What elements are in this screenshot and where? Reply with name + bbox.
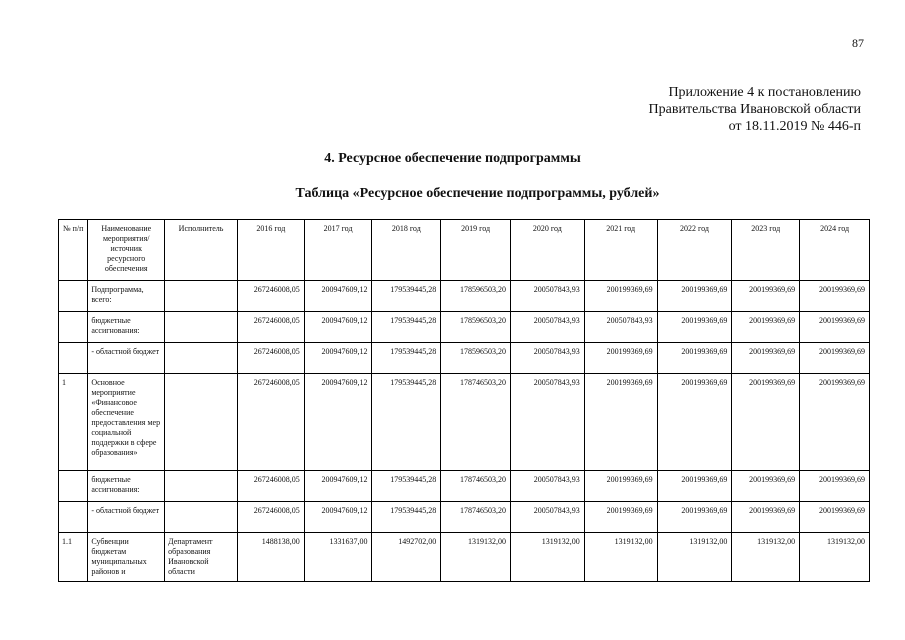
table-cell: 267246008,05 bbox=[237, 312, 304, 343]
table-cell bbox=[59, 312, 88, 343]
table-cell: 1319132,00 bbox=[732, 533, 800, 582]
table-cell: Подпрограмма, всего: bbox=[88, 281, 165, 312]
table-cell: 179539445,28 bbox=[372, 312, 441, 343]
appendix-line-1: Приложение 4 к постановлению bbox=[668, 85, 861, 100]
table-cell: 200199369,69 bbox=[584, 374, 657, 471]
table-cell: 200947609,12 bbox=[304, 502, 372, 533]
table-cell: бюджетные ассигнования: bbox=[88, 471, 165, 502]
header-cell: 2021 год bbox=[584, 220, 657, 281]
table-cell: 200199369,69 bbox=[657, 312, 732, 343]
appendix-reference bbox=[649, 84, 861, 135]
resource-table bbox=[58, 219, 870, 582]
table-cell: 178746503,20 bbox=[441, 471, 511, 502]
table-cell: 200199369,69 bbox=[732, 312, 800, 343]
table-cell: 200199369,69 bbox=[584, 502, 657, 533]
table-cell: 200199369,69 bbox=[800, 374, 870, 471]
table-cell bbox=[165, 312, 238, 343]
table-cell: 200199369,69 bbox=[800, 343, 870, 374]
table-cell: 200199369,69 bbox=[657, 281, 732, 312]
table-cell: 200199369,69 bbox=[732, 343, 800, 374]
table-cell bbox=[165, 502, 238, 533]
table-cell: 200947609,12 bbox=[304, 312, 372, 343]
table-cell bbox=[59, 281, 88, 312]
appendix-line-3: от 18.11.2019 № 446-п bbox=[728, 119, 861, 134]
table-cell: 1488138,00 bbox=[237, 533, 304, 582]
table-cell: 267246008,05 bbox=[237, 281, 304, 312]
table-cell: 1 bbox=[59, 374, 88, 471]
table-cell: 200199369,69 bbox=[657, 502, 732, 533]
table-cell: 200199369,69 bbox=[584, 281, 657, 312]
table-cell: 267246008,05 bbox=[237, 374, 304, 471]
table-cell: 200199369,69 bbox=[800, 471, 870, 502]
table-cell: - областной бюджет bbox=[88, 343, 165, 374]
header-cell: 2022 год bbox=[657, 220, 732, 281]
table-cell: бюджетные ассигнования: bbox=[88, 312, 165, 343]
section-title: 4. Ресурсное обеспечение подпрограммы bbox=[324, 151, 581, 166]
table-cell: 1331637,00 bbox=[304, 533, 372, 582]
table-cell: 267246008,05 bbox=[237, 343, 304, 374]
table-cell: 1319132,00 bbox=[657, 533, 732, 582]
header-cell: 2024 год bbox=[800, 220, 870, 281]
table-cell: 1319132,00 bbox=[584, 533, 657, 582]
table-cell: 178596503,20 bbox=[441, 343, 511, 374]
table-cell: 200199369,69 bbox=[732, 471, 800, 502]
table-cell bbox=[165, 281, 238, 312]
table-cell: 200507843,93 bbox=[510, 374, 584, 471]
table-cell: 200507843,93 bbox=[510, 312, 584, 343]
table-cell bbox=[59, 343, 88, 374]
table-cell: 1319132,00 bbox=[441, 533, 511, 582]
table-cell: 200199369,69 bbox=[584, 343, 657, 374]
table-cell: 200199369,69 bbox=[800, 281, 870, 312]
table-cell: Основное мероприятие «Финансовое обеспечение предоставления мер социальной поддержки в сфере образования» bbox=[88, 374, 165, 471]
header-cell: 2019 год bbox=[441, 220, 511, 281]
table-cell: 200507843,93 bbox=[510, 281, 584, 312]
appendix-line-2: Правительства Ивановской области bbox=[648, 102, 861, 117]
table-cell: - областной бюджет bbox=[88, 502, 165, 533]
table-cell: 200199369,69 bbox=[657, 343, 732, 374]
table-cell: 200947609,12 bbox=[304, 374, 372, 471]
table-cell: 1319132,00 bbox=[510, 533, 584, 582]
table-cell: 200199369,69 bbox=[800, 312, 870, 343]
table-cell: 200507843,93 bbox=[584, 312, 657, 343]
header-cell: 2018 год bbox=[372, 220, 441, 281]
table-row bbox=[59, 533, 870, 582]
table-cell: 1.1 bbox=[59, 533, 88, 582]
table-cell: Департамент образования Ивановской области bbox=[165, 533, 238, 582]
table-cell: 179539445,28 bbox=[372, 471, 441, 502]
table-cell: 200199369,69 bbox=[800, 502, 870, 533]
table-cell: 179539445,28 bbox=[372, 502, 441, 533]
table-cell: 200947609,12 bbox=[304, 281, 372, 312]
table-cell bbox=[59, 471, 88, 502]
table-cell: 267246008,05 bbox=[237, 471, 304, 502]
table-row bbox=[59, 281, 870, 312]
header-cell: Исполнитель bbox=[165, 220, 238, 281]
table-cell: 200507843,93 bbox=[510, 343, 584, 374]
table-row bbox=[59, 312, 870, 343]
table-cell: 200199369,69 bbox=[732, 502, 800, 533]
table-cell: 1492702,00 bbox=[372, 533, 441, 582]
table-cell: 200199369,69 bbox=[732, 374, 800, 471]
table-row bbox=[59, 471, 870, 502]
table-cell: 179539445,28 bbox=[372, 281, 441, 312]
page-number: 87 bbox=[852, 36, 864, 50]
table-cell: 178596503,20 bbox=[441, 281, 511, 312]
header-cell: 2023 год bbox=[732, 220, 800, 281]
table-cell: 1319132,00 bbox=[800, 533, 870, 582]
table-cell bbox=[165, 374, 238, 471]
table-cell: 200199369,69 bbox=[732, 281, 800, 312]
table-cell bbox=[59, 502, 88, 533]
table-cell: 178746503,20 bbox=[441, 374, 511, 471]
table-cell: 179539445,28 bbox=[372, 374, 441, 471]
table-cell: 267246008,05 bbox=[237, 502, 304, 533]
table-cell: 179539445,28 bbox=[372, 343, 441, 374]
table-row bbox=[59, 343, 870, 374]
table-cell: Субвенции бюджетам муниципальных районов и bbox=[88, 533, 165, 582]
table-row bbox=[59, 502, 870, 533]
table-row bbox=[59, 374, 870, 471]
table-cell: 200199369,69 bbox=[657, 471, 732, 502]
table-cell: 200199369,69 bbox=[657, 374, 732, 471]
header-cell: 2017 год bbox=[304, 220, 372, 281]
header-cell: 2020 год bbox=[510, 220, 584, 281]
table-cell: 200947609,12 bbox=[304, 471, 372, 502]
table-cell: 200507843,93 bbox=[510, 471, 584, 502]
header-cell: № п/п bbox=[59, 220, 88, 281]
table-cell: 178596503,20 bbox=[441, 312, 511, 343]
table-cell bbox=[165, 471, 238, 502]
table-cell: 200947609,12 bbox=[304, 343, 372, 374]
header-cell: 2016 год bbox=[237, 220, 304, 281]
table-cell: 200199369,69 bbox=[584, 471, 657, 502]
table-title: Таблица «Ресурсное обеспечение подпрограммы, рублей» bbox=[295, 186, 660, 201]
header-cell: Наименование мероприятия/ источник ресурсного обеспечения bbox=[88, 220, 165, 281]
table-cell: 200507843,93 bbox=[510, 502, 584, 533]
table-cell: 178746503,20 bbox=[441, 502, 511, 533]
header-row bbox=[59, 220, 870, 281]
table-cell bbox=[165, 343, 238, 374]
